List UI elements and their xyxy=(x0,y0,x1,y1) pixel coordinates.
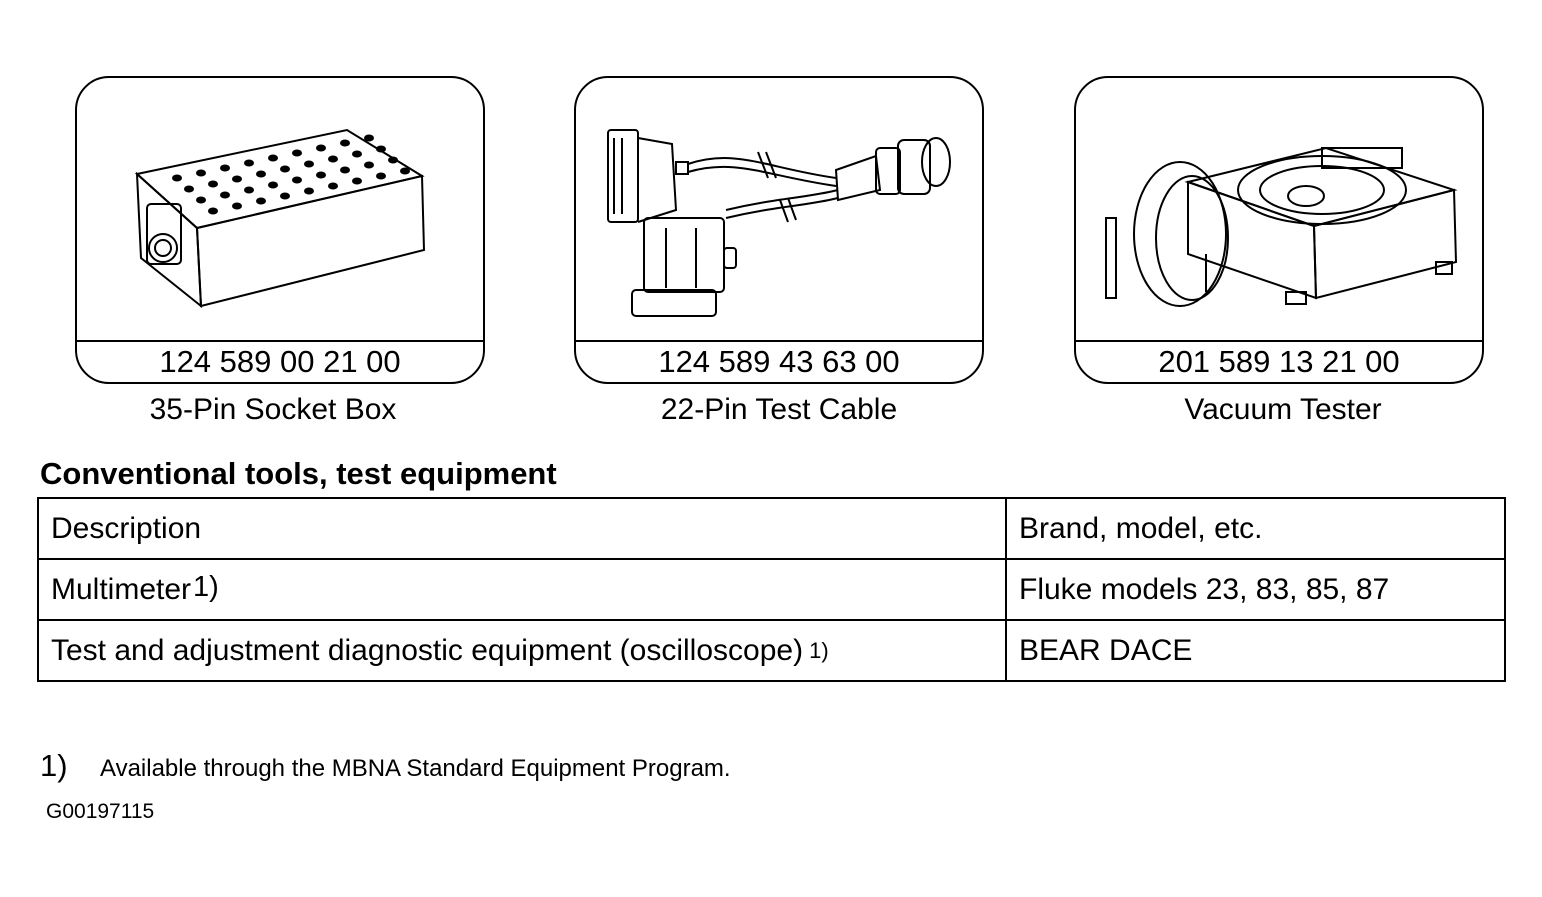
section-title: Conventional tools, test equipment xyxy=(40,456,557,491)
socket-box-illustration xyxy=(77,78,483,344)
header-brand: Brand, model, etc. xyxy=(1006,498,1505,559)
socket-hole xyxy=(292,150,302,157)
socket-hole xyxy=(220,192,230,199)
socket-hole xyxy=(220,165,230,172)
socket-hole xyxy=(340,140,350,147)
tool-card-vacuum-tester xyxy=(1074,76,1484,384)
socket-hole xyxy=(352,151,362,158)
tool-name: Vacuum Tester xyxy=(1184,393,1382,426)
socket-hole xyxy=(232,203,242,210)
part-number: 201 589 13 21 00 xyxy=(1076,340,1482,382)
socket-hole xyxy=(244,187,254,194)
row-brand: Fluke models 23, 83, 85, 87 xyxy=(1006,559,1505,620)
footnote-ref: 1) xyxy=(193,570,219,603)
footnote-text: Available through the MBNA Standard Equipment Program. xyxy=(100,755,731,782)
description-text: Test and adjustment diagnostic equipment (oscilloscope) xyxy=(51,633,804,667)
socket-hole xyxy=(328,156,338,163)
test-cable-illustration xyxy=(576,78,982,344)
description-text: Multimeter xyxy=(51,572,192,606)
socket-hole xyxy=(364,162,374,169)
socket-hole xyxy=(184,186,194,193)
socket-hole xyxy=(208,181,218,188)
socket-hole xyxy=(364,135,374,142)
socket-hole xyxy=(376,146,386,153)
socket-hole xyxy=(208,208,218,215)
socket-hole xyxy=(244,160,254,167)
socket-hole xyxy=(268,155,278,162)
footnote-ref: 1) xyxy=(809,637,829,663)
table-header-row xyxy=(38,498,1505,559)
socket-hole xyxy=(340,167,350,174)
socket-hole xyxy=(316,172,326,179)
row-description xyxy=(38,559,1006,620)
socket-hole xyxy=(316,145,326,152)
socket-hole xyxy=(328,183,338,190)
table-row xyxy=(38,559,1505,620)
socket-hole xyxy=(172,175,182,182)
table-row xyxy=(38,620,1505,681)
vacuum-tester-illustration xyxy=(1076,78,1482,344)
row-brand: BEAR DACE xyxy=(1006,620,1505,681)
socket-hole xyxy=(304,161,314,168)
document-code: G00197115 xyxy=(46,800,155,823)
socket-hole xyxy=(196,170,206,177)
tool-name: 22-Pin Test Cable xyxy=(660,393,898,426)
socket-hole xyxy=(280,193,290,200)
header-description: Description xyxy=(38,498,1006,559)
tool-name: 35-Pin Socket Box xyxy=(149,393,397,426)
socket-hole xyxy=(196,197,206,204)
part-number: 124 589 43 63 00 xyxy=(576,340,982,382)
row-description xyxy=(38,620,1006,681)
footnote-marker: 1) xyxy=(40,748,68,783)
socket-hole xyxy=(256,198,266,205)
socket-hole xyxy=(376,173,386,180)
socket-hole xyxy=(400,168,410,175)
socket-hole xyxy=(268,182,278,189)
socket-hole xyxy=(256,171,266,178)
equipment-table xyxy=(37,497,1506,682)
part-number: 124 589 00 21 00 xyxy=(77,340,483,382)
socket-hole xyxy=(280,166,290,173)
socket-hole xyxy=(388,157,398,164)
socket-hole xyxy=(304,188,314,195)
socket-hole xyxy=(232,176,242,183)
socket-hole xyxy=(352,178,362,185)
tool-card-socket-box xyxy=(75,76,485,384)
socket-hole xyxy=(292,177,302,184)
tool-card-test-cable xyxy=(574,76,984,384)
